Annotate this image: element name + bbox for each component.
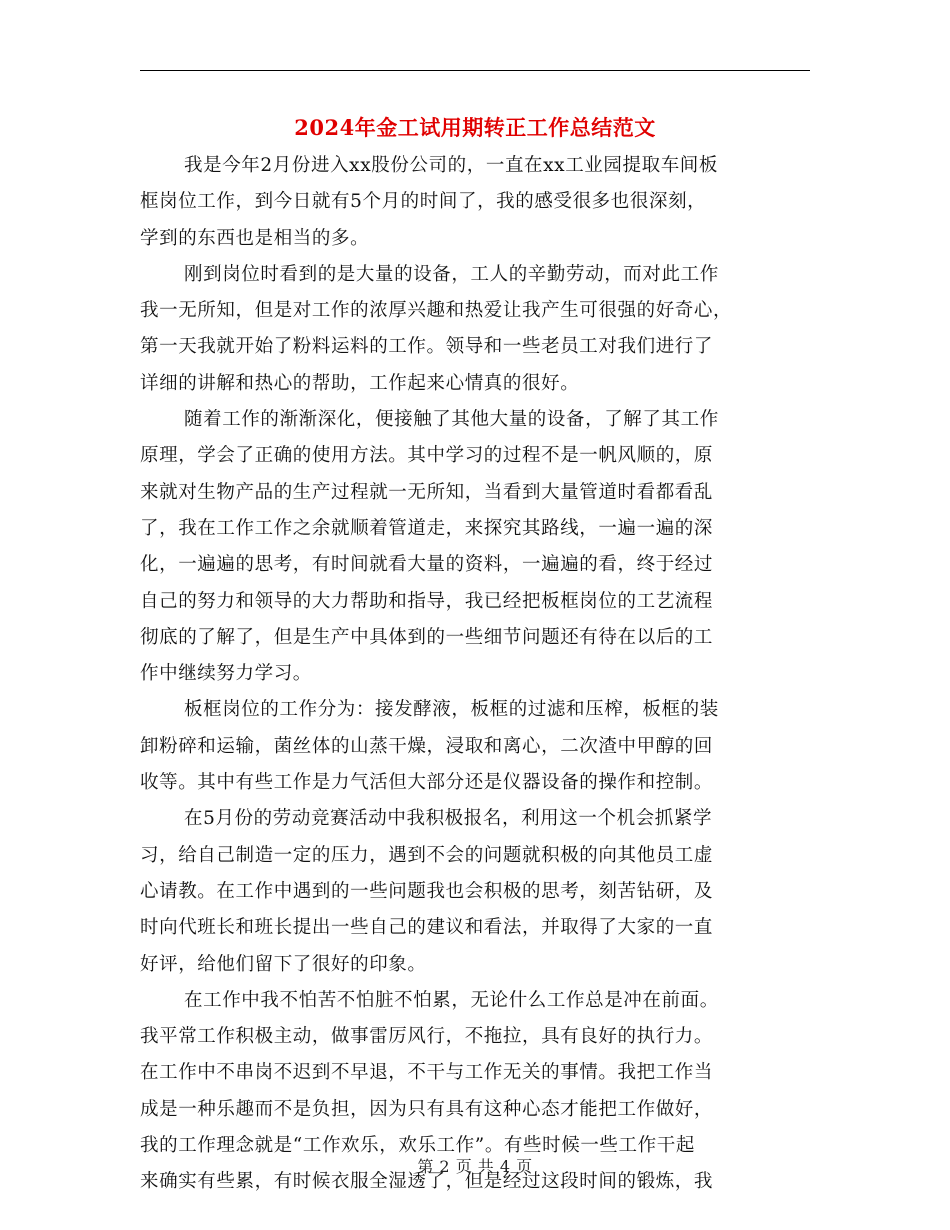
document-title: 2024年金工试用期转正工作总结范文: [294, 115, 656, 140]
paragraph-line: 板框岗位的工作分为：接发酵液，板框的过滤和压榨，板框的装: [184, 699, 719, 721]
paragraph-line: 成是一种乐趣而不是负担，因为只有具有这种心态才能把工作做好，: [140, 1098, 714, 1120]
paragraph-line: 原理，学会了正确的使用方法。其中学习的过程不是一帆风顺的，原: [140, 445, 714, 467]
paragraph-line: 第一天我就开始了粉料运料的工作。领导和一些老员工对我们进行了: [140, 336, 714, 358]
header-rule: [140, 70, 810, 71]
paragraph-line: 我的工作理念就是“工作欢乐，欢乐工作”。有些时候一些工作干起: [140, 1135, 695, 1157]
paragraph-line: 在5月份的劳动竞赛活动中我积极报名，利用这一个机会抓紧学: [184, 808, 713, 830]
paragraph-line: 卸粉碎和运输，菌丝体的山蒸干燥，浸取和离心，二次渣中甲醇的回: [140, 735, 714, 757]
paragraph-line: 收等。其中有些工作是力气活但大部分还是仪器设备的操作和控制。: [140, 772, 714, 794]
paragraph-line: 详细的讲解和热心的帮助，工作起来心情真的很好。: [140, 372, 580, 394]
paragraph-line: 作中继续努力学习。: [140, 663, 312, 685]
paragraph-line: 在工作中不串岗不迟到不早退，不干与工作无关的事情。我把工作当: [140, 1062, 714, 1084]
paragraph-line: 刚到岗位时看到的是大量的设备，工人的辛勤劳动，而对此工作: [184, 263, 719, 285]
paragraph-line: 彻底的了解了，但是生产中具体到的一些细节问题还有待在以后的工: [140, 626, 714, 648]
paragraph-line: 框岗位工作，到今日就有5个月的时间了，我的感受很多也很深刻，: [140, 191, 707, 213]
paragraph-4: [140, 692, 810, 801]
paragraph-line: 学到的东西也是相当的多。: [140, 227, 370, 249]
paragraph-line: 时向代班长和班长提出一些自己的建议和看法，并取得了大家的一直: [140, 917, 714, 939]
paragraph-line: 了，我在工作工作之余就顺着管道走，来探究其路线，一遍一遍的深: [140, 517, 714, 539]
paragraph-line: 化，一遍遍的思考，有时间就看大量的资料，一遍遍的看，终于经过: [140, 554, 714, 576]
paragraph-line: 随着工作的渐渐深化，便接触了其他大量的设备，了解了其工作: [184, 409, 719, 431]
paragraph-5: [140, 801, 810, 982]
paragraph-line: 我是今年2月份进入xx股份公司的，一直在xx工业园提取车间板: [184, 155, 719, 176]
paragraph-line: 在工作中我不怕苦不怕脏不怕累，无论什么工作总是冲在前面。: [184, 989, 719, 1011]
paragraph-line: 来确实有些累，有时候衣服全湿透了，但是经过这段时间的锻炼，我: [140, 1171, 714, 1193]
paragraph-line: 我平常工作积极主动，做事雷厉风行，不拖拉，具有良好的执行力。: [140, 1026, 714, 1048]
paragraph-3: [140, 402, 810, 692]
paragraph-line: 我一无所知，但是对工作的浓厚兴趣和热爱让我产生可很强的好奇心，: [140, 300, 733, 322]
paragraph-1: [140, 148, 810, 257]
paragraph-line: 好评，给他们留下了很好的印象。: [140, 953, 427, 975]
paragraph-line: 自己的努力和领导的大力帮助和指导，我已经把板框岗位的工艺流程: [140, 590, 714, 612]
paragraph-line: 来就对生物产品的生产过程就一无所知，当看到大量管道时看都看乱: [140, 481, 714, 503]
document-body: [140, 148, 810, 1201]
paragraph-2: [140, 257, 810, 402]
paragraph-line: 习，给自己制造一定的压力，遇到不会的问题就积极的向其他员工虚: [140, 844, 714, 866]
paragraph-line: 心请教。在工作中遇到的一些问题我也会积极的思考，刻苦钻研，及: [140, 880, 714, 902]
page-number-footer: 第 2 页 共 4 页: [417, 1157, 533, 1176]
